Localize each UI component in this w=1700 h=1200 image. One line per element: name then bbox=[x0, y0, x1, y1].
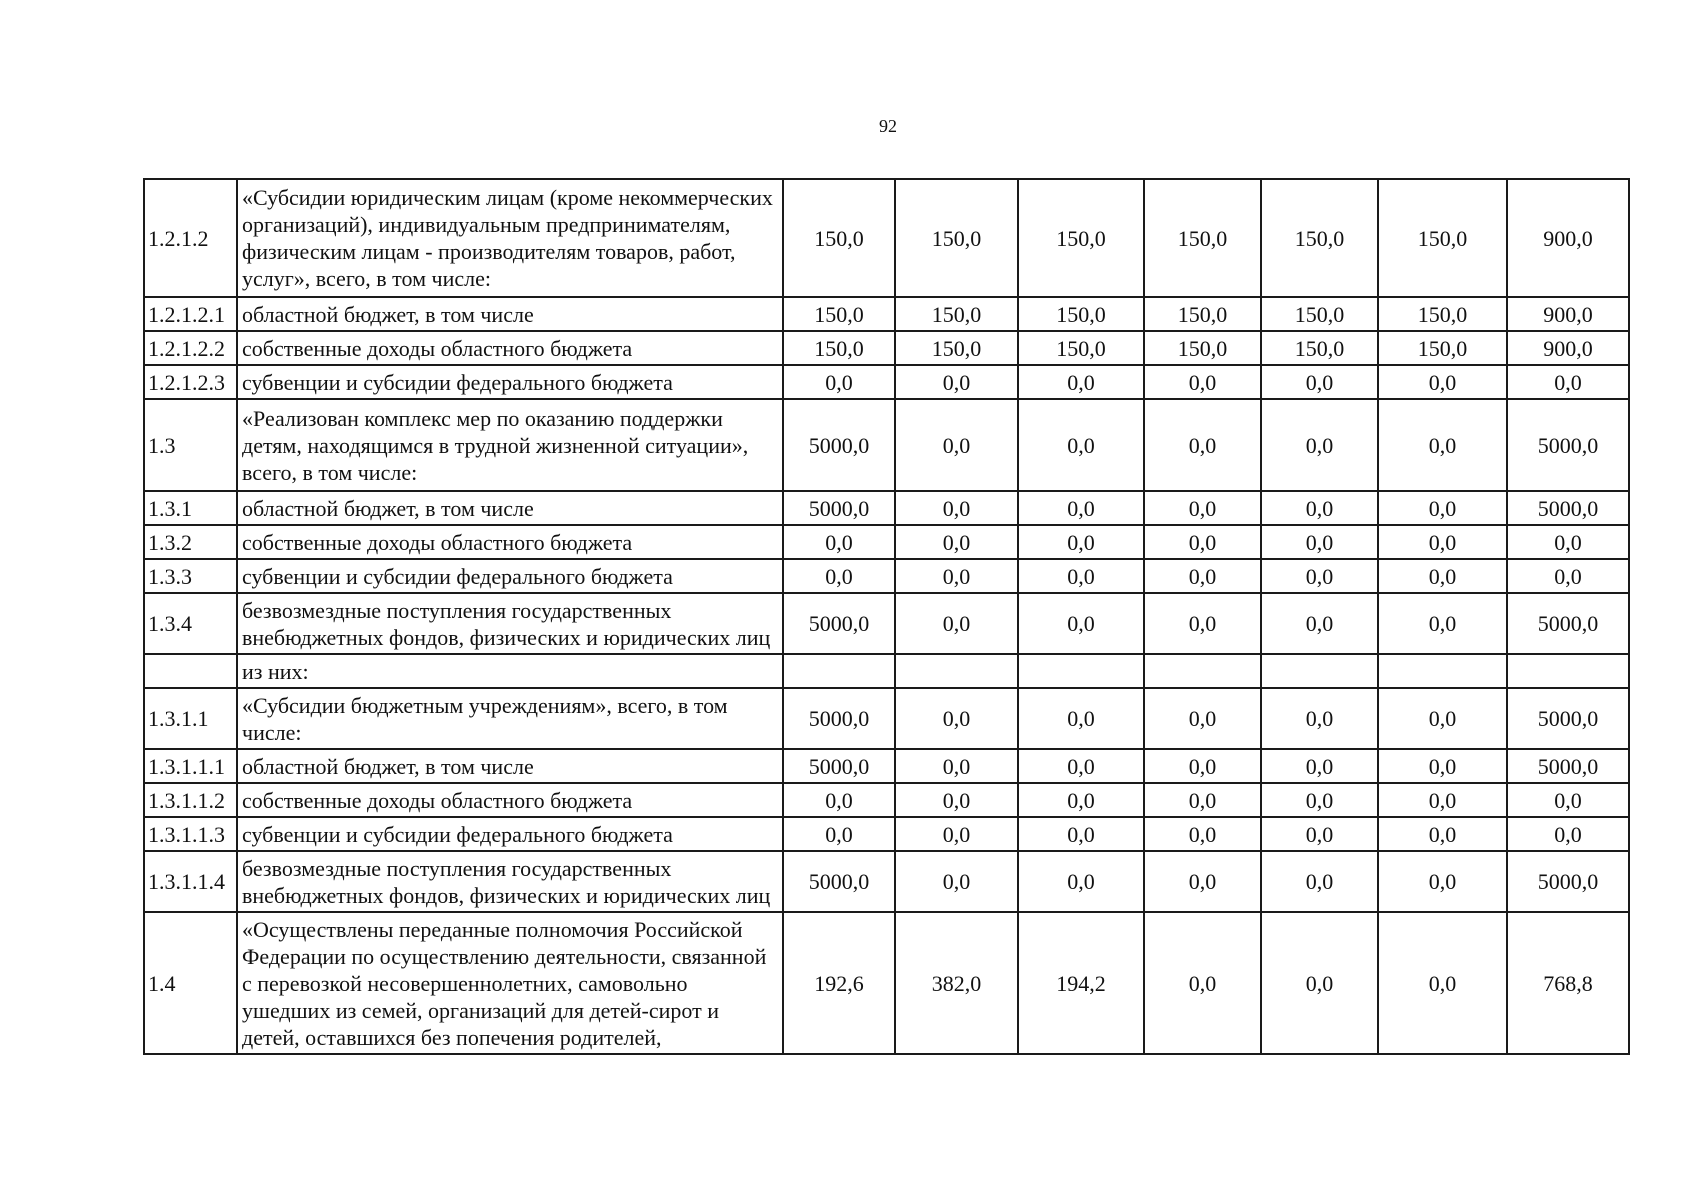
row-value: 0,0 bbox=[1378, 491, 1507, 525]
row-total-value: 5000,0 bbox=[1507, 749, 1629, 783]
row-value: 0,0 bbox=[1144, 593, 1261, 654]
row-value: 5000,0 bbox=[783, 749, 895, 783]
row-label: «Реализован комплекс мер по оказанию поддержки детям, находящимся в трудной жизненной ситуации», всего, в том числе: bbox=[237, 399, 783, 491]
row-value: 0,0 bbox=[1018, 525, 1144, 559]
budget-table bbox=[143, 178, 1630, 1055]
row-value: 192,6 bbox=[783, 912, 895, 1054]
row-value: 0,0 bbox=[1144, 525, 1261, 559]
row-value: 0,0 bbox=[895, 365, 1018, 399]
table-row bbox=[144, 559, 1629, 593]
table-row bbox=[144, 365, 1629, 399]
row-value: 5000,0 bbox=[783, 593, 895, 654]
row-label: собственные доходы областного бюджета bbox=[237, 525, 783, 559]
row-value: 0,0 bbox=[1261, 749, 1378, 783]
row-value: 0,0 bbox=[1378, 525, 1507, 559]
row-value: 0,0 bbox=[1018, 399, 1144, 491]
table-row bbox=[144, 654, 1629, 688]
row-value: 150,0 bbox=[783, 297, 895, 331]
row-total-value: 768,8 bbox=[1507, 912, 1629, 1054]
row-value: 150,0 bbox=[1261, 179, 1378, 297]
row-value: 0,0 bbox=[1018, 593, 1144, 654]
row-value: 150,0 bbox=[1261, 297, 1378, 331]
row-code: 1.3.1.1 bbox=[144, 688, 237, 749]
row-value: 0,0 bbox=[1144, 399, 1261, 491]
row-value: 0,0 bbox=[895, 593, 1018, 654]
row-value: 0,0 bbox=[783, 817, 895, 851]
table-row bbox=[144, 817, 1629, 851]
table-row bbox=[144, 525, 1629, 559]
row-label: «Осуществлены переданные полномочия Российской Федерации по осуществлению деятельности, связанной с перевозкой несовершеннолетних, самовольно ушедших из семей, организаций для детей-сирот и детей, оставшихся без попечения родителей, bbox=[237, 912, 783, 1054]
row-value: 0,0 bbox=[895, 525, 1018, 559]
table-row bbox=[144, 851, 1629, 912]
row-total-value: 5000,0 bbox=[1507, 491, 1629, 525]
row-total-value: 0,0 bbox=[1507, 559, 1629, 593]
row-value: 0,0 bbox=[1378, 399, 1507, 491]
table-body bbox=[144, 179, 1629, 1054]
row-label: «Субсидии бюджетным учреждениям», всего, в том числе: bbox=[237, 688, 783, 749]
row-code: 1.2.1.2.1 bbox=[144, 297, 237, 331]
row-value: 150,0 bbox=[1378, 297, 1507, 331]
row-value bbox=[1378, 654, 1507, 688]
row-value: 0,0 bbox=[1261, 491, 1378, 525]
row-value: 0,0 bbox=[1378, 365, 1507, 399]
row-code: 1.3.1.1.4 bbox=[144, 851, 237, 912]
row-value: 0,0 bbox=[1261, 851, 1378, 912]
row-value: 5000,0 bbox=[783, 688, 895, 749]
row-value: 0,0 bbox=[1144, 688, 1261, 749]
row-label: субвенции и субсидии федерального бюджета bbox=[237, 365, 783, 399]
row-value: 150,0 bbox=[1378, 179, 1507, 297]
row-label: «Субсидии юридическим лицам (кроме некоммерческих организаций), индивидуальным предпринимателям, физическим лицам - производителям товаров, работ, услуг», всего, в том числе: bbox=[237, 179, 783, 297]
row-value: 0,0 bbox=[1144, 912, 1261, 1054]
row-value: 0,0 bbox=[1261, 688, 1378, 749]
row-value: 0,0 bbox=[1018, 851, 1144, 912]
row-label: областной бюджет, в том числе bbox=[237, 749, 783, 783]
row-value: 0,0 bbox=[1261, 817, 1378, 851]
table-row bbox=[144, 179, 1629, 297]
row-label: безвозмездные поступления государственных внебюджетных фондов, физических и юридических лиц bbox=[237, 851, 783, 912]
row-total-value: 0,0 bbox=[1507, 365, 1629, 399]
row-value: 0,0 bbox=[1378, 749, 1507, 783]
row-value: 0,0 bbox=[895, 851, 1018, 912]
row-value: 0,0 bbox=[1261, 525, 1378, 559]
row-value: 382,0 bbox=[895, 912, 1018, 1054]
row-value: 0,0 bbox=[783, 525, 895, 559]
row-value: 0,0 bbox=[1144, 559, 1261, 593]
row-code: 1.3.3 bbox=[144, 559, 237, 593]
row-label: субвенции и субсидии федерального бюджета bbox=[237, 817, 783, 851]
row-label: областной бюджет, в том числе bbox=[237, 297, 783, 331]
row-code: 1.3.1.1.3 bbox=[144, 817, 237, 851]
row-value: 0,0 bbox=[895, 559, 1018, 593]
row-value: 150,0 bbox=[1144, 297, 1261, 331]
row-total-value: 900,0 bbox=[1507, 179, 1629, 297]
row-label: субвенции и субсидии федерального бюджета bbox=[237, 559, 783, 593]
row-value: 150,0 bbox=[783, 179, 895, 297]
row-value bbox=[1018, 654, 1144, 688]
row-value: 0,0 bbox=[1378, 559, 1507, 593]
row-value: 0,0 bbox=[1378, 912, 1507, 1054]
row-value: 0,0 bbox=[1144, 851, 1261, 912]
row-value: 0,0 bbox=[895, 491, 1018, 525]
row-value bbox=[783, 654, 895, 688]
row-label: областной бюджет, в том числе bbox=[237, 491, 783, 525]
row-code: 1.3.4 bbox=[144, 593, 237, 654]
row-value: 0,0 bbox=[895, 783, 1018, 817]
row-value: 0,0 bbox=[895, 749, 1018, 783]
table-row bbox=[144, 593, 1629, 654]
table-row bbox=[144, 688, 1629, 749]
table-row bbox=[144, 491, 1629, 525]
row-value bbox=[1261, 654, 1378, 688]
row-value: 0,0 bbox=[1378, 783, 1507, 817]
row-total-value: 900,0 bbox=[1507, 331, 1629, 365]
row-value: 150,0 bbox=[1018, 297, 1144, 331]
row-value: 150,0 bbox=[1144, 331, 1261, 365]
table-row bbox=[144, 399, 1629, 491]
row-value: 150,0 bbox=[895, 179, 1018, 297]
row-value: 0,0 bbox=[895, 688, 1018, 749]
table-row bbox=[144, 297, 1629, 331]
row-value: 5000,0 bbox=[783, 851, 895, 912]
row-total-value: 0,0 bbox=[1507, 783, 1629, 817]
row-code: 1.3.2 bbox=[144, 525, 237, 559]
row-code: 1.3.1 bbox=[144, 491, 237, 525]
row-value: 0,0 bbox=[1261, 559, 1378, 593]
row-total-value: 0,0 bbox=[1507, 525, 1629, 559]
row-code: 1.3 bbox=[144, 399, 237, 491]
row-value bbox=[1144, 654, 1261, 688]
row-total-value: 5000,0 bbox=[1507, 399, 1629, 491]
row-value: 194,2 bbox=[1018, 912, 1144, 1054]
row-value: 150,0 bbox=[1018, 331, 1144, 365]
row-total-value: 900,0 bbox=[1507, 297, 1629, 331]
row-label: из них: bbox=[237, 654, 783, 688]
row-label: собственные доходы областного бюджета bbox=[237, 783, 783, 817]
row-value: 0,0 bbox=[1261, 399, 1378, 491]
row-value: 0,0 bbox=[1018, 749, 1144, 783]
row-value: 150,0 bbox=[895, 297, 1018, 331]
row-value: 150,0 bbox=[1261, 331, 1378, 365]
table-row bbox=[144, 783, 1629, 817]
row-label: собственные доходы областного бюджета bbox=[237, 331, 783, 365]
row-code: 1.4 bbox=[144, 912, 237, 1054]
row-value: 5000,0 bbox=[783, 491, 895, 525]
row-code bbox=[144, 654, 237, 688]
row-value: 0,0 bbox=[1018, 817, 1144, 851]
row-value: 0,0 bbox=[783, 783, 895, 817]
row-value: 150,0 bbox=[895, 331, 1018, 365]
row-value: 0,0 bbox=[895, 817, 1018, 851]
row-value: 0,0 bbox=[1378, 817, 1507, 851]
row-value: 0,0 bbox=[1018, 559, 1144, 593]
row-value: 0,0 bbox=[1261, 912, 1378, 1054]
row-value: 0,0 bbox=[783, 559, 895, 593]
row-total-value: 5000,0 bbox=[1507, 688, 1629, 749]
table-row bbox=[144, 749, 1629, 783]
row-value: 0,0 bbox=[1018, 491, 1144, 525]
row-value: 150,0 bbox=[783, 331, 895, 365]
row-value: 150,0 bbox=[1018, 179, 1144, 297]
row-value: 0,0 bbox=[1261, 593, 1378, 654]
row-value: 0,0 bbox=[1144, 749, 1261, 783]
table-row bbox=[144, 912, 1629, 1054]
row-total-value bbox=[1507, 654, 1629, 688]
row-code: 1.2.1.2.3 bbox=[144, 365, 237, 399]
row-label: безвозмездные поступления государственных внебюджетных фондов, физических и юридических лиц bbox=[237, 593, 783, 654]
row-code: 1.3.1.1.1 bbox=[144, 749, 237, 783]
row-code: 1.2.1.2 bbox=[144, 179, 237, 297]
row-value: 0,0 bbox=[1261, 365, 1378, 399]
row-total-value: 0,0 bbox=[1507, 817, 1629, 851]
row-value: 0,0 bbox=[783, 365, 895, 399]
row-value: 0,0 bbox=[1144, 365, 1261, 399]
row-value: 0,0 bbox=[1144, 783, 1261, 817]
row-total-value: 5000,0 bbox=[1507, 851, 1629, 912]
table-row bbox=[144, 331, 1629, 365]
row-value: 0,0 bbox=[1144, 491, 1261, 525]
row-value: 0,0 bbox=[1261, 783, 1378, 817]
row-value: 5000,0 bbox=[783, 399, 895, 491]
row-value bbox=[895, 654, 1018, 688]
row-code: 1.2.1.2.2 bbox=[144, 331, 237, 365]
row-value: 0,0 bbox=[1018, 783, 1144, 817]
row-value: 0,0 bbox=[1378, 851, 1507, 912]
row-value: 0,0 bbox=[1018, 365, 1144, 399]
row-value: 150,0 bbox=[1144, 179, 1261, 297]
row-value: 150,0 bbox=[1378, 331, 1507, 365]
row-value: 0,0 bbox=[1018, 688, 1144, 749]
row-code: 1.3.1.1.2 bbox=[144, 783, 237, 817]
row-value: 0,0 bbox=[1378, 688, 1507, 749]
row-value: 0,0 bbox=[895, 399, 1018, 491]
page-number: 92 bbox=[879, 116, 897, 136]
row-value: 0,0 bbox=[1144, 817, 1261, 851]
row-total-value: 5000,0 bbox=[1507, 593, 1629, 654]
row-value: 0,0 bbox=[1378, 593, 1507, 654]
